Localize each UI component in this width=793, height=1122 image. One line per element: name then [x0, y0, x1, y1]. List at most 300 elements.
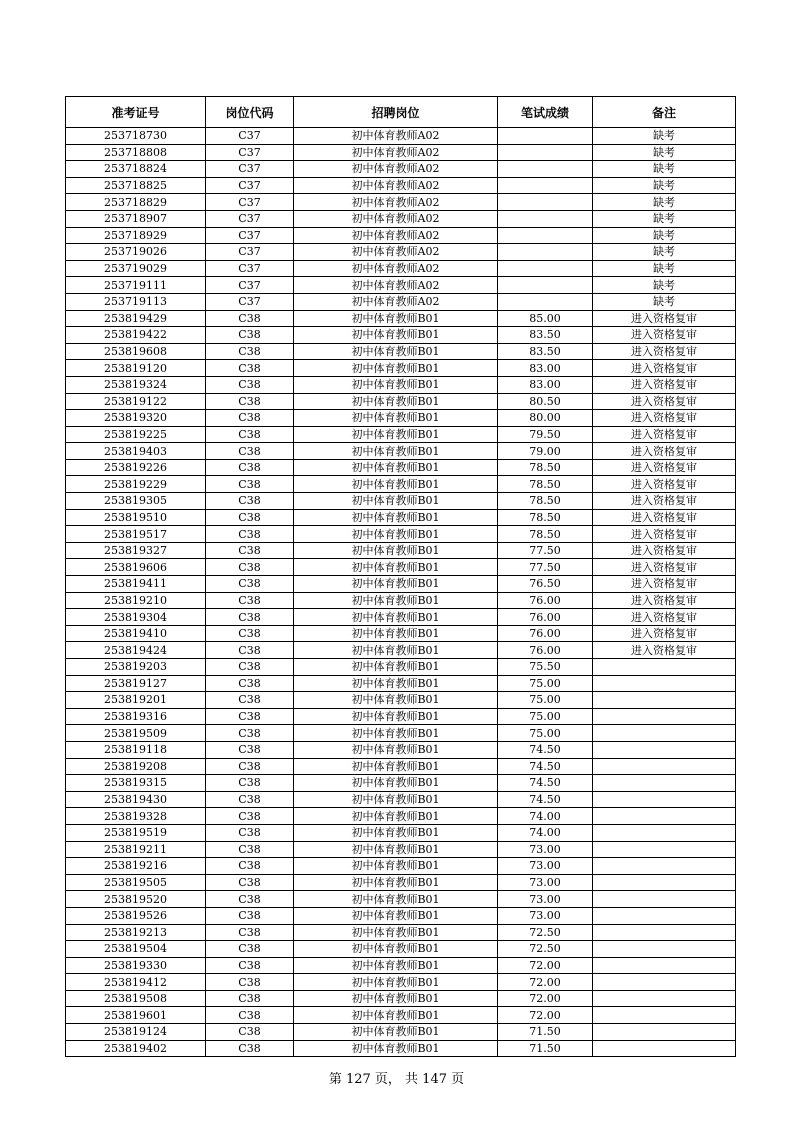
- cell-score: 78.50: [498, 493, 593, 510]
- table-row: [66, 542, 736, 559]
- cell-remark: 缺考: [593, 144, 736, 161]
- cell-position-code: C38: [206, 625, 294, 642]
- cell-score: [498, 227, 593, 244]
- cell-remark: [593, 990, 736, 1007]
- cell-position: 初中体育教师B01: [294, 343, 498, 360]
- cell-position: 初中体育教师B01: [294, 509, 498, 526]
- cell-score: 77.50: [498, 559, 593, 576]
- cell-remark: 缺考: [593, 177, 736, 194]
- cell-score: 85.00: [498, 310, 593, 327]
- cell-position-code: C38: [206, 592, 294, 609]
- cell-score: 74.50: [498, 791, 593, 808]
- cell-position: 初中体育教师B01: [294, 957, 498, 974]
- cell-exam-id: 253819118: [66, 741, 206, 758]
- table-row: [66, 990, 736, 1007]
- table-row: [66, 675, 736, 692]
- cell-position-code: C38: [206, 410, 294, 427]
- table-row: [66, 659, 736, 676]
- cell-position: 初中体育教师B01: [294, 941, 498, 958]
- cell-position-code: C37: [206, 293, 294, 310]
- table-row: [66, 924, 736, 941]
- cell-remark: 进入资格复审: [593, 576, 736, 593]
- results-table: [65, 96, 736, 1057]
- cell-position: 初中体育教师B01: [294, 824, 498, 841]
- cell-remark: 进入资格复审: [593, 476, 736, 493]
- table-row: [66, 758, 736, 775]
- table-row: [66, 194, 736, 211]
- table-row: [66, 609, 736, 626]
- cell-position: 初中体育教师B01: [294, 758, 498, 775]
- cell-remark: 进入资格复审: [593, 625, 736, 642]
- cell-position-code: C38: [206, 310, 294, 327]
- cell-exam-id: 253819606: [66, 559, 206, 576]
- table-row: [66, 128, 736, 145]
- cell-position-code: C38: [206, 376, 294, 393]
- table-row: [66, 808, 736, 825]
- table-row: [66, 1007, 736, 1024]
- cell-remark: [593, 725, 736, 742]
- cell-exam-id: 253819510: [66, 509, 206, 526]
- table-row: [66, 741, 736, 758]
- cell-position: 初中体育教师B01: [294, 592, 498, 609]
- cell-remark: 缺考: [593, 194, 736, 211]
- cell-remark: 缺考: [593, 227, 736, 244]
- cell-score: 75.00: [498, 692, 593, 709]
- cell-exam-id: 253819526: [66, 907, 206, 924]
- cell-score: 76.00: [498, 592, 593, 609]
- cell-position-code: C38: [206, 443, 294, 460]
- cell-exam-id: 253718907: [66, 210, 206, 227]
- cell-remark: 进入资格复审: [593, 509, 736, 526]
- cell-position-code: C38: [206, 576, 294, 593]
- table-header-row: [66, 97, 736, 128]
- cell-score: 74.00: [498, 808, 593, 825]
- table-row: [66, 426, 736, 443]
- cell-position-code: C38: [206, 343, 294, 360]
- cell-exam-id: 253819411: [66, 576, 206, 593]
- table-row: [66, 974, 736, 991]
- cell-score: [498, 260, 593, 277]
- cell-position-code: C38: [206, 1040, 294, 1057]
- cell-exam-id: 253819330: [66, 957, 206, 974]
- cell-position: 初中体育教师A02: [294, 227, 498, 244]
- cell-position-code: C38: [206, 907, 294, 924]
- cell-remark: [593, 824, 736, 841]
- cell-position-code: C37: [206, 244, 294, 261]
- table-row: [66, 1040, 736, 1057]
- cell-exam-id: 253819402: [66, 1040, 206, 1057]
- cell-score: 83.00: [498, 360, 593, 377]
- cell-position-code: C38: [206, 808, 294, 825]
- cell-position-code: C38: [206, 509, 294, 526]
- cell-score: [498, 128, 593, 145]
- cell-score: 74.50: [498, 758, 593, 775]
- cell-position-code: C37: [206, 194, 294, 211]
- cell-position: 初中体育教师B01: [294, 675, 498, 692]
- cell-position-code: C38: [206, 327, 294, 344]
- cell-position: 初中体育教师B01: [294, 924, 498, 941]
- table-body: [66, 128, 736, 1057]
- table-row: [66, 775, 736, 792]
- cell-position: 初中体育教师B01: [294, 791, 498, 808]
- cell-position-code: C37: [206, 161, 294, 178]
- cell-remark: [593, 1040, 736, 1057]
- cell-position-code: C38: [206, 858, 294, 875]
- cell-score: [498, 161, 593, 178]
- cell-exam-id: 253718929: [66, 227, 206, 244]
- cell-position: 初中体育教师B01: [294, 874, 498, 891]
- table-row: [66, 144, 736, 161]
- cell-exam-id: 253819508: [66, 990, 206, 1007]
- cell-exam-id: 253819505: [66, 874, 206, 891]
- cell-exam-id: 253819304: [66, 609, 206, 626]
- table-row: [66, 376, 736, 393]
- cell-position-code: C38: [206, 393, 294, 410]
- cell-position: 初中体育教师B01: [294, 576, 498, 593]
- cell-position-code: C38: [206, 708, 294, 725]
- cell-score: 71.50: [498, 1024, 593, 1041]
- cell-exam-id: 253819208: [66, 758, 206, 775]
- cell-remark: 进入资格复审: [593, 310, 736, 327]
- cell-position: 初中体育教师B01: [294, 493, 498, 510]
- cell-position-code: C37: [206, 227, 294, 244]
- cell-remark: 缺考: [593, 128, 736, 145]
- cell-position-code: C37: [206, 144, 294, 161]
- table-row: [66, 476, 736, 493]
- cell-position: 初中体育教师B01: [294, 775, 498, 792]
- cell-score: 73.00: [498, 891, 593, 908]
- header-position-code: 岗位代码: [206, 97, 294, 128]
- table-row: [66, 559, 736, 576]
- table-row: [66, 526, 736, 543]
- cell-position: 初中体育教师B01: [294, 974, 498, 991]
- cell-exam-id: 253819201: [66, 692, 206, 709]
- table-row: [66, 642, 736, 659]
- table-row: [66, 260, 736, 277]
- cell-score: 74.50: [498, 775, 593, 792]
- cell-position: 初中体育教师A02: [294, 210, 498, 227]
- cell-remark: 进入资格复审: [593, 609, 736, 626]
- table-row: [66, 244, 736, 261]
- cell-score: 75.00: [498, 675, 593, 692]
- cell-score: 78.50: [498, 526, 593, 543]
- cell-remark: 缺考: [593, 244, 736, 261]
- cell-position-code: C38: [206, 659, 294, 676]
- table-row: [66, 393, 736, 410]
- cell-exam-id: 253819124: [66, 1024, 206, 1041]
- cell-position: 初中体育教师B01: [294, 808, 498, 825]
- cell-exam-id: 253819226: [66, 459, 206, 476]
- cell-position-code: C38: [206, 559, 294, 576]
- cell-position-code: C38: [206, 459, 294, 476]
- cell-exam-id: 253819225: [66, 426, 206, 443]
- table-row: [66, 708, 736, 725]
- cell-position: 初中体育教师B01: [294, 642, 498, 659]
- cell-exam-id: 253718730: [66, 128, 206, 145]
- cell-position: 初中体育教师A02: [294, 277, 498, 294]
- table-row: [66, 592, 736, 609]
- table-row: [66, 841, 736, 858]
- cell-score: 72.00: [498, 957, 593, 974]
- cell-remark: [593, 659, 736, 676]
- cell-score: 75.00: [498, 725, 593, 742]
- cell-score: 83.50: [498, 327, 593, 344]
- cell-position: 初中体育教师B01: [294, 360, 498, 377]
- cell-remark: [593, 775, 736, 792]
- cell-position: 初中体育教师B01: [294, 741, 498, 758]
- cell-position: 初中体育教师B01: [294, 459, 498, 476]
- cell-remark: [593, 741, 736, 758]
- cell-score: 74.00: [498, 824, 593, 841]
- cell-remark: 缺考: [593, 210, 736, 227]
- cell-position-code: C38: [206, 841, 294, 858]
- cell-score: 73.00: [498, 858, 593, 875]
- table-row: [66, 1024, 736, 1041]
- cell-position-code: C38: [206, 791, 294, 808]
- table-row: [66, 227, 736, 244]
- cell-score: 78.50: [498, 476, 593, 493]
- cell-score: 75.00: [498, 708, 593, 725]
- cell-remark: [593, 758, 736, 775]
- cell-score: 79.00: [498, 443, 593, 460]
- cell-exam-id: 253819509: [66, 725, 206, 742]
- cell-position: 初中体育教师B01: [294, 725, 498, 742]
- cell-score: 76.00: [498, 625, 593, 642]
- cell-remark: [593, 791, 736, 808]
- cell-exam-id: 253718829: [66, 194, 206, 211]
- cell-exam-id: 253819608: [66, 343, 206, 360]
- cell-position: 初中体育教师B01: [294, 891, 498, 908]
- cell-position: 初中体育教师A02: [294, 260, 498, 277]
- cell-score: 72.00: [498, 974, 593, 991]
- cell-remark: 进入资格复审: [593, 410, 736, 427]
- cell-score: 83.50: [498, 343, 593, 360]
- cell-score: 75.50: [498, 659, 593, 676]
- cell-position: 初中体育教师B01: [294, 542, 498, 559]
- cell-position: 初中体育教师B01: [294, 625, 498, 642]
- cell-remark: [593, 957, 736, 974]
- table-row: [66, 443, 736, 460]
- cell-position: 初中体育教师B01: [294, 1007, 498, 1024]
- cell-position: 初中体育教师A02: [294, 194, 498, 211]
- cell-score: 72.00: [498, 1007, 593, 1024]
- cell-score: 73.00: [498, 874, 593, 891]
- cell-position-code: C37: [206, 177, 294, 194]
- cell-position-code: C38: [206, 526, 294, 543]
- table-row: [66, 824, 736, 841]
- cell-position: 初中体育教师B01: [294, 990, 498, 1007]
- cell-remark: [593, 708, 736, 725]
- cell-position: 初中体育教师B01: [294, 310, 498, 327]
- cell-score: 80.00: [498, 410, 593, 427]
- cell-remark: 进入资格复审: [593, 542, 736, 559]
- cell-score: [498, 293, 593, 310]
- cell-remark: [593, 841, 736, 858]
- header-remark: 备注: [593, 97, 736, 128]
- cell-exam-id: 253819122: [66, 393, 206, 410]
- cell-exam-id: 253819424: [66, 642, 206, 659]
- cell-position-code: C37: [206, 277, 294, 294]
- cell-remark: 缺考: [593, 260, 736, 277]
- cell-position: 初中体育教师A02: [294, 144, 498, 161]
- cell-position: 初中体育教师B01: [294, 526, 498, 543]
- cell-exam-id: 253819213: [66, 924, 206, 941]
- table-row: [66, 576, 736, 593]
- cell-score: 71.50: [498, 1040, 593, 1057]
- cell-position: 初中体育教师B01: [294, 708, 498, 725]
- cell-position-code: C38: [206, 741, 294, 758]
- cell-exam-id: 253819422: [66, 327, 206, 344]
- cell-position-code: C38: [206, 542, 294, 559]
- table-row: [66, 907, 736, 924]
- cell-position-code: C38: [206, 974, 294, 991]
- cell-remark: [593, 1007, 736, 1024]
- cell-exam-id: 253719111: [66, 277, 206, 294]
- cell-exam-id: 253819412: [66, 974, 206, 991]
- cell-exam-id: 253819517: [66, 526, 206, 543]
- table-row: [66, 725, 736, 742]
- cell-position: 初中体育教师A02: [294, 161, 498, 178]
- cell-position: 初中体育教师B01: [294, 858, 498, 875]
- cell-position: 初中体育教师B01: [294, 443, 498, 460]
- cell-exam-id: 253819305: [66, 493, 206, 510]
- table-row: [66, 343, 736, 360]
- table-row: [66, 874, 736, 891]
- cell-position-code: C37: [206, 260, 294, 277]
- cell-remark: [593, 1024, 736, 1041]
- cell-position-code: C38: [206, 874, 294, 891]
- cell-score: 76.00: [498, 642, 593, 659]
- cell-exam-id: 253819327: [66, 542, 206, 559]
- cell-position-code: C38: [206, 426, 294, 443]
- cell-position: 初中体育教师A02: [294, 244, 498, 261]
- cell-score: [498, 277, 593, 294]
- cell-exam-id: 253819430: [66, 791, 206, 808]
- cell-remark: 进入资格复审: [593, 327, 736, 344]
- table-row: [66, 891, 736, 908]
- table-row: [66, 210, 736, 227]
- cell-position: 初中体育教师A02: [294, 177, 498, 194]
- page-footer: 第 127 页， 共 147 页: [328, 1072, 465, 1087]
- cell-exam-id: 253718808: [66, 144, 206, 161]
- cell-exam-id: 253819520: [66, 891, 206, 908]
- table-row: [66, 625, 736, 642]
- cell-exam-id: 253819203: [66, 659, 206, 676]
- cell-score: 72.50: [498, 941, 593, 958]
- cell-exam-id: 253819211: [66, 841, 206, 858]
- cell-position: 初中体育教师B01: [294, 327, 498, 344]
- cell-exam-id: 253819429: [66, 310, 206, 327]
- cell-position-code: C38: [206, 990, 294, 1007]
- cell-position-code: C38: [206, 725, 294, 742]
- cell-position: 初中体育教师B01: [294, 1040, 498, 1057]
- cell-remark: 缺考: [593, 293, 736, 310]
- cell-remark: 缺考: [593, 277, 736, 294]
- cell-position-code: C38: [206, 476, 294, 493]
- cell-position-code: C38: [206, 493, 294, 510]
- cell-score: [498, 177, 593, 194]
- cell-remark: 进入资格复审: [593, 559, 736, 576]
- cell-position-code: C38: [206, 642, 294, 659]
- cell-position-code: C38: [206, 891, 294, 908]
- cell-position-code: C38: [206, 675, 294, 692]
- cell-exam-id: 253819328: [66, 808, 206, 825]
- cell-position-code: C38: [206, 775, 294, 792]
- cell-exam-id: 253718825: [66, 177, 206, 194]
- cell-score: 73.00: [498, 907, 593, 924]
- cell-position-code: C37: [206, 128, 294, 145]
- table-row: [66, 410, 736, 427]
- header-score: 笔试成绩: [498, 97, 593, 128]
- cell-score: 77.50: [498, 542, 593, 559]
- cell-score: 76.00: [498, 609, 593, 626]
- cell-score: 78.50: [498, 509, 593, 526]
- cell-position: 初中体育教师B01: [294, 659, 498, 676]
- cell-remark: 进入资格复审: [593, 459, 736, 476]
- table-row: [66, 293, 736, 310]
- cell-remark: [593, 858, 736, 875]
- cell-exam-id: 253819504: [66, 941, 206, 958]
- cell-remark: [593, 974, 736, 991]
- cell-exam-id: 253719113: [66, 293, 206, 310]
- cell-remark: 进入资格复审: [593, 343, 736, 360]
- cell-exam-id: 253819127: [66, 675, 206, 692]
- cell-remark: 进入资格复审: [593, 360, 736, 377]
- cell-score: 80.50: [498, 393, 593, 410]
- cell-position: 初中体育教师B01: [294, 841, 498, 858]
- cell-remark: 进入资格复审: [593, 443, 736, 460]
- table-row: [66, 360, 736, 377]
- cell-score: [498, 244, 593, 261]
- cell-exam-id: 253819320: [66, 410, 206, 427]
- cell-exam-id: 253819519: [66, 824, 206, 841]
- cell-position-code: C37: [206, 210, 294, 227]
- cell-score: 78.50: [498, 459, 593, 476]
- cell-remark: 进入资格复审: [593, 426, 736, 443]
- header-exam-id: 准考证号: [66, 97, 206, 128]
- cell-score: 74.50: [498, 741, 593, 758]
- cell-position-code: C38: [206, 692, 294, 709]
- cell-remark: [593, 692, 736, 709]
- table-row: [66, 957, 736, 974]
- cell-position-code: C38: [206, 957, 294, 974]
- cell-score: 72.50: [498, 924, 593, 941]
- table-row: [66, 509, 736, 526]
- cell-position-code: C38: [206, 1007, 294, 1024]
- cell-exam-id: 253819316: [66, 708, 206, 725]
- cell-score: [498, 194, 593, 211]
- cell-remark: 缺考: [593, 161, 736, 178]
- cell-remark: [593, 941, 736, 958]
- table-row: [66, 277, 736, 294]
- cell-score: 79.50: [498, 426, 593, 443]
- cell-remark: [593, 675, 736, 692]
- cell-position-code: C38: [206, 1024, 294, 1041]
- cell-position: 初中体育教师B01: [294, 692, 498, 709]
- cell-position-code: C38: [206, 609, 294, 626]
- cell-exam-id: 253819410: [66, 625, 206, 642]
- table-row: [66, 941, 736, 958]
- cell-position-code: C38: [206, 360, 294, 377]
- cell-score: 76.50: [498, 576, 593, 593]
- cell-position: 初中体育教师B01: [294, 476, 498, 493]
- cell-exam-id: 253819210: [66, 592, 206, 609]
- table-row: [66, 692, 736, 709]
- table-row: [66, 791, 736, 808]
- table-row: [66, 161, 736, 178]
- cell-exam-id: 253819601: [66, 1007, 206, 1024]
- cell-exam-id: 253819403: [66, 443, 206, 460]
